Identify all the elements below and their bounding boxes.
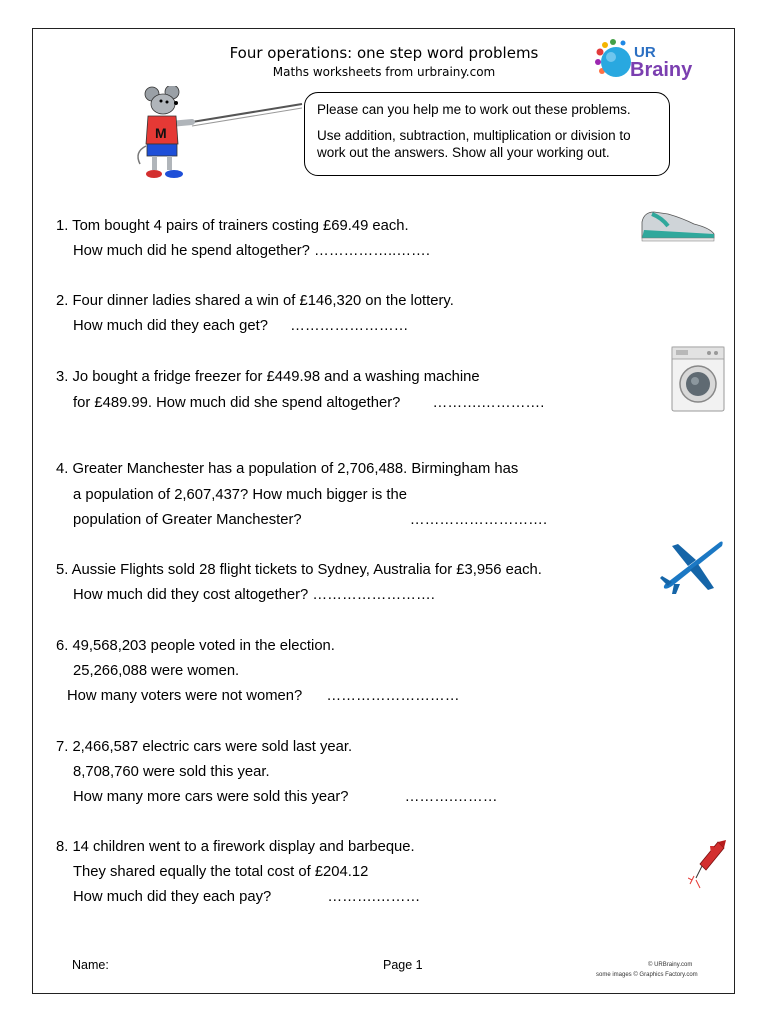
question-6-prompt: How many voters were not women? xyxy=(67,688,303,704)
answer-blank-1[interactable]: ……………..……. xyxy=(314,243,430,259)
washing-machine-icon xyxy=(671,346,725,412)
answer-blank-6[interactable]: ……………………… xyxy=(326,688,460,704)
question-3-prompt: for £489.99. How much did she spend altogether? xyxy=(73,395,401,411)
speech-bubble xyxy=(304,92,670,176)
answer-blank-7[interactable]: ……….……… xyxy=(404,789,498,805)
speech-line-2: Use addition, subtraction, multiplication or division to work out the answers. Show all your working out. xyxy=(317,128,631,160)
question-2-prompt: How much did they each get? xyxy=(73,318,268,334)
question-4-line-3 xyxy=(73,512,547,528)
logo-text-top: UR xyxy=(634,44,656,61)
image-credits-text: some images © Graphics Factory.com xyxy=(596,972,698,978)
question-2-line-1: 2. Four dinner ladies shared a win of £146,320 on the lottery. xyxy=(56,293,454,309)
question-7-line-2: 8,708,760 were sold this year. xyxy=(73,764,270,780)
copyright-text: © URBrainy.com xyxy=(648,962,693,968)
question-8-line-3 xyxy=(73,889,420,905)
question-6-line-1: 6. 49,568,203 people voted in the election. xyxy=(56,638,335,654)
question-6-line-3 xyxy=(67,688,460,704)
answer-blank-4[interactable]: ………………………. xyxy=(409,512,548,528)
question-6-line-2: 25,266,088 were women. xyxy=(73,663,240,679)
question-5-line-1: 5. Aussie Flights sold 28 flight tickets to Sydney, Australia for £3,956 each. xyxy=(56,562,542,578)
question-3-line-2 xyxy=(73,395,544,411)
answer-blank-3[interactable]: ……….…………. xyxy=(432,395,545,411)
question-4-line-2: a population of 2,607,437? How much bigger is the xyxy=(73,487,407,503)
speech-line-1: Please can you help me to work out these problems. xyxy=(317,102,631,117)
question-7-line-1: 7. 2,466,587 electric cars were sold last year. xyxy=(56,739,353,755)
answer-blank-2[interactable]: …………………… xyxy=(290,318,409,334)
question-7-line-3 xyxy=(73,789,498,805)
firework-rocket-icon xyxy=(688,840,728,890)
question-5-prompt: How much did they cost altogether? xyxy=(73,587,309,603)
trainer-shoe-icon xyxy=(638,204,718,244)
question-8-prompt: How much did they each pay? xyxy=(73,889,272,905)
urbrainy-logo xyxy=(594,36,710,84)
worksheet-title: Four operations: one step word problems xyxy=(229,44,539,62)
logo-text-bottom: Brainy xyxy=(630,59,693,81)
answer-blank-5[interactable]: ……………………. xyxy=(312,587,435,603)
name-label: Name: xyxy=(72,958,109,972)
question-5-line-2 xyxy=(73,587,435,603)
question-4-prompt: population of Greater Manchester? xyxy=(73,512,302,528)
question-8-line-1: 8. 14 children went to a firework display and barbeque. xyxy=(56,839,415,855)
question-1-line-1: 1. Tom bought 4 pairs of trainers costing £69.49 each. xyxy=(56,218,409,234)
mouse-mascot-illustration xyxy=(130,86,310,186)
question-8-line-2: They shared equally the total cost of £204.12 xyxy=(73,864,369,880)
question-1-prompt: How much did he spend altogether? xyxy=(73,243,310,259)
page-number: Page 1 xyxy=(383,958,423,972)
question-1-line-2 xyxy=(73,243,430,259)
worksheet-subtitle: Maths worksheets from urbrainy.com xyxy=(272,65,496,79)
question-4-line-1: 4. Greater Manchester has a population of 2,706,488. Birmingham has xyxy=(56,461,519,477)
question-7-prompt: How many more cars were sold this year? xyxy=(73,789,349,805)
answer-blank-8[interactable]: ……….……… xyxy=(327,889,421,905)
mascot-shirt-letter: M xyxy=(155,125,167,141)
question-2-line-2 xyxy=(73,318,408,334)
airplane-icon xyxy=(660,538,726,596)
question-3-line-1: 3. Jo bought a fridge freezer for £449.98 and a washing machine xyxy=(56,369,480,385)
